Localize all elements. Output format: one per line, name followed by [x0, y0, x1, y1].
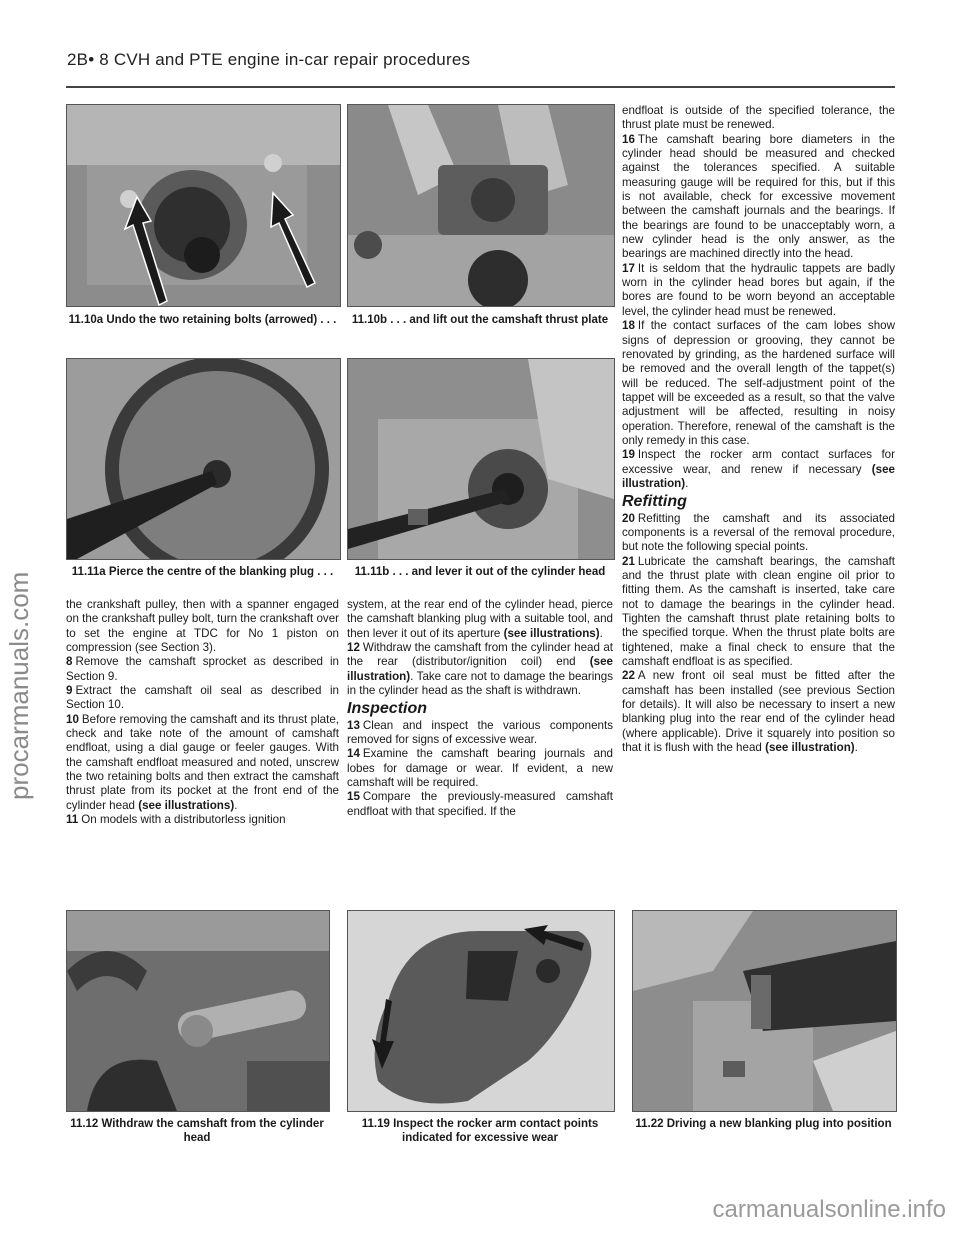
paragraph-14	[347, 747, 613, 790]
side-watermark-text: procarmanuals.com	[4, 571, 34, 800]
text-column-middle	[347, 598, 613, 819]
paragraph-9	[66, 684, 339, 713]
step-number-10: 10	[66, 712, 79, 726]
photo-11-19-image	[348, 911, 614, 1111]
photo-11-11b-image	[348, 359, 614, 559]
step-number-14: 14	[347, 747, 360, 761]
paragraph-11-continued: system, at the rear end of the cylinder head, pierce the camshaft blanking plug with a suitable tool, and then lever it out of its aperture (see illustrations).	[347, 598, 613, 640]
step-text-11-cont: system, at the rear end of the cylinder head, pierce the camshaft blanking plug with a suitable tool, and then lever it out of its aperture	[347, 598, 613, 640]
paragraph-13	[347, 719, 613, 748]
step-number-16: 16	[622, 132, 635, 146]
step-number-19: 19	[622, 448, 635, 462]
bottom-watermark: carmanualsonline.info	[712, 1196, 946, 1223]
paragraph-16	[622, 133, 895, 262]
page-header: 2B• 8 CVH and PTE engine in-car repair procedures	[67, 50, 471, 69]
step-text-15: Compare the previously-measured camshaft endfloat with that specified. If the	[347, 790, 613, 818]
paragraph-20	[622, 512, 895, 555]
illustration-ref-11: (see illustrations)	[503, 626, 600, 640]
paragraph-7-continued: the crankshaft pulley, then with a spanner engaged on the crankshaft pulley bolt, turn the crankshaft over to set the engine at TDC for No 1 piston on compression (see Section 3).	[66, 598, 339, 655]
step-text-12b: . Take care not to damage the bearings in the cylinder head as the shaft is withdrawn.	[347, 669, 613, 698]
illustration-ref-12: (see illustration)	[347, 655, 613, 683]
step-text-13: Clean and inspect the various components removed for signs of excessive wear.	[347, 718, 613, 747]
illustration-ref-10: (see illustrations)	[138, 798, 235, 812]
text-column-right	[622, 104, 895, 755]
step-number-21: 21	[622, 554, 635, 568]
caption-11-11b: 11.11b . . . and lever it out of the cylinder head	[354, 566, 606, 578]
photo-11-19	[347, 910, 615, 1112]
step-text-9: Extract the camshaft oil seal as described in Section 10.	[66, 684, 339, 712]
step-text-10: Before removing the camshaft and its thrust plate, check and take note of the amount of camshaft endfloat, using a dial gauge or feeler gauges. With the camshaft endfloat measured and noted, unscrew the two retaining bolts and then extract the camshaft thrust plate from its pocket at the front end of the cylinder head	[66, 712, 339, 812]
step-text-18: If the contact surfaces of the cam lobes show signs of depression or grooving, they cannot be renovated by grinding, as the hardened surface will be removed and the overall length of the tappet(s) will be reduced. The self-adjustment point of the tappet will be exceeded as a result, so that the valve adjustment will be affected, resulting in noisy operation. Therefore, renewal of the camshaft is the only remedy in this case.	[622, 319, 895, 447]
caption-11-10b: 11.10b . . . and lift out the camshaft thrust plate	[351, 314, 609, 326]
step-text-21: Lubricate the camshaft bearings, the camshaft and the thrust plate with clean engine oil prior to fitting them. As the camshaft is inserted, take care not to damage the bearings in the cylinder head. Tighten the camshaft thrust plate retaining bolts to the specified torque. When the thrust plate bolts are tightened, make a final check to ensure that the camshaft endfloat is as specified.	[622, 554, 895, 669]
caption-11-19: 11.19 Inspect the rocker arm contact points indicated for excessive wear	[361, 1118, 599, 1144]
paragraph-17	[622, 262, 895, 319]
illustration-ref-19: (see illustration)	[622, 462, 895, 490]
step-number-17: 17	[622, 261, 635, 275]
step-text-16: The camshaft bearing bore diameters in the cylinder head should be measured and checked against the tolerances specified. A suitable measuring gauge will be required for this, but if this is not available, check for excessive movement between the camshaft journals and the bearings. If the bearings are found to be unacceptably worn, a new cylinder head is the only answer, as the bearings are machined directly into the head.	[622, 132, 895, 261]
photo-11-10b	[347, 104, 615, 307]
caption-11-10a: 11.10a Undo the two retaining bolts (arrowed) . . .	[68, 314, 337, 326]
photo-11-11a	[66, 358, 341, 560]
photo-11-10a	[66, 104, 341, 307]
paragraph-12	[347, 641, 613, 698]
photo-11-22-image	[633, 911, 896, 1111]
step-number-18: 18	[622, 319, 635, 333]
caption-11-22: 11.22 Driving a new blanking plug into position	[635, 1118, 892, 1130]
step-number-9: 9	[66, 684, 73, 698]
step-number-22: 22	[622, 669, 635, 683]
step-text-22: A new front oil seal must be fitted after the camshaft has been installed (see previous Section for details). It will also be necessary to insert a new blanking plug into the rear end of the cylinder head (where applicable). Drive it squarely into position so that it is flush with the head	[622, 669, 895, 755]
header-rule	[66, 86, 895, 88]
step-text-12a: Withdraw the camshaft from the cylinder head at the rear (distributor/ignition coil) end	[347, 641, 613, 669]
step-text-8: Remove the camshaft sprocket as described in Section 9.	[66, 655, 339, 683]
step-number-13: 13	[347, 718, 360, 732]
photo-11-11b	[347, 358, 615, 560]
step-number-15: 15	[347, 790, 360, 804]
caption-11-11a: 11.11a Pierce the centre of the blanking plug . . .	[71, 566, 334, 578]
paragraph-19: 19 Inspect the rocker arm contact surfaces for excessive wear, and renew if necessary (see illustration).	[622, 448, 895, 490]
illustration-ref-22: (see illustration)	[765, 741, 855, 755]
heading-refitting: Refitting	[622, 493, 687, 511]
paragraph-10: 10 Before removing the camshaft and its thrust plate, check and take note of the amount of camshaft endfloat, using a dial gauge or feeler gauges. With the camshaft endfloat measured and noted, unscrew the two retaining bolts and then extract the camshaft thrust plate from its pocket at the front end of the cylinder head (see illustrations).	[66, 712, 339, 812]
paragraph-11	[66, 813, 339, 827]
photo-11-10a-image	[67, 105, 340, 306]
photo-11-10b-image	[348, 105, 614, 306]
photo-11-11a-image	[67, 359, 340, 559]
step-number-20: 20	[622, 511, 635, 525]
paragraph-15	[347, 790, 613, 819]
heading-inspection: Inspection	[347, 700, 428, 718]
paragraph-21	[622, 555, 895, 670]
step-number-8: 8	[66, 655, 73, 669]
paragraph-18	[622, 319, 895, 448]
step-text-17: It is seldom that the hydraulic tappets are badly worn in the cylinder head bores but again, if the bores are found to be worn beyond an acceptable level, the cylinder head must be renewed.	[622, 261, 895, 318]
text-column-left	[66, 598, 339, 828]
caption-11-12: 11.12 Withdraw the camshaft from the cylinder head	[70, 1118, 324, 1144]
paragraph-8	[66, 655, 339, 684]
step-text-14: Examine the camshaft bearing journals and lobes for damage or wear. If evident, a new camshaft will be required.	[347, 747, 613, 790]
step-text-20: Refitting the camshaft and its associated components is a reversal of the removal procedure, but note the following special points.	[622, 511, 895, 554]
step-number-12: 12	[347, 641, 360, 655]
paragraph-22: 22 A new front oil seal must be fitted after the camshaft has been installed (see previous Section for details). It will also be necessary to insert a new blanking plug into the rear end of the cylinder head (where applicable). Drive it squarely into position so that it is flush with the head (see illustration).	[622, 669, 895, 755]
photo-11-22	[632, 910, 897, 1112]
paragraph-15-continued: endfloat is outside of the specified tolerance, the thrust plate must be renewed.	[622, 104, 895, 132]
photo-11-12	[66, 910, 330, 1112]
step-number-11: 11	[66, 813, 79, 827]
step-text-19: Inspect the rocker arm contact surfaces for excessive wear, and renew if necessary	[622, 448, 895, 476]
photo-11-12-image	[67, 911, 329, 1111]
step-text-11: On models with a distributorless ignition	[81, 813, 286, 827]
